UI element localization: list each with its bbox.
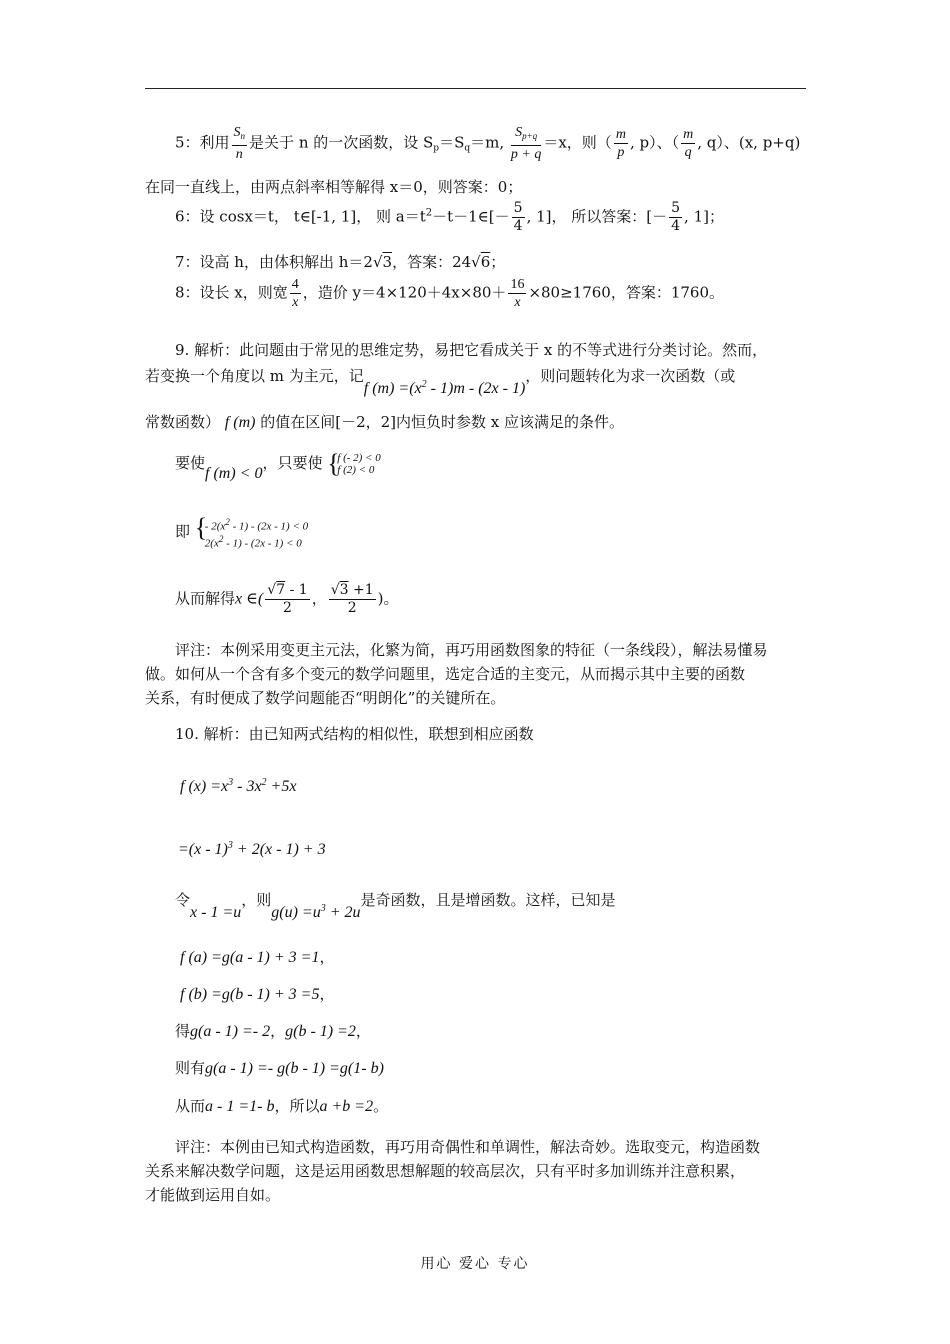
p10-fb: f (b) =g(b - 1) + 3 =5， [180,985,335,1003]
answer-6: 6：设 cosx＝t， t∈[-1, 1]， 则 $a=t^2-t-1\in[-$ $\frac{5}{4}$ , 1]， 所以答案：[－ $\frac{5}{4}$ , 1]； [175,200,724,234]
p10-line1: 10. 解析：由已知两式结构的相似性，联想到相应函数 [175,725,534,743]
p9-solution: 从而解得x ∈( $\frac{√7 - 1}{2}$ ， $\frac{√3 +1}{2}$ )。 [175,582,399,616]
answer-8: 8：设长 x，则宽 $\frac{4}{x}$ ，造价 y＝4×120＋4x×80＋ $\frac{16}{x}$ ×80≥1760，答案：1760。 [175,277,725,310]
p10-odd: 则有g(a - 1) =- g(b - 1) =g(1- b) [175,1059,384,1077]
p9-line2: 若变换一个角度以 m 为主元，记f $(m) =(x^2 - 1)m - (2x - 1)$，则问题转化为求一次函数（或 [145,367,736,397]
p10-g-values: 得g(a - 1) =- 2，g(b - 1) =2， [175,1022,371,1040]
p10-fx: f $(x) =x^3 - 3x^2 +5x$ [180,777,297,795]
comment-9-line3: 关系，有时便成了数学问题能否“明朗化”的关键所在。 [145,689,506,707]
p9-line3: 常数函数） f (m) 的值在区间[－2，2]内恒负时参数 x 应该满足的条件。 [145,413,625,431]
comment-10-line2: 关系来解决数学问题，这是运用函数思想解题的较高层次，只有平时多加训练并注意积累， [145,1162,746,1180]
p9-system: 即 { - $2(x^2 - 1) - (2x - 1) < 0$ $2(x^2 - 1) - (2x - 1) < 0$ [175,513,309,550]
answer-7: 7：设高 h，由体积解出 h＝2√3，答案：24√6； [175,253,506,271]
p10-substitution: 令x - 1 =u，则$g(u) =u^3 + 2u$是奇函数，且是增函数。这样，已知是 [175,891,616,921]
comment-9-line2: 做。如何从一个含有多个变元的数学问题里，选定合适的主变元，从而揭示其中主要的函数 [145,665,746,683]
p10-result: 从而a - 1 =1- b，所以a +b =2。 [175,1097,389,1115]
answer-5-cont: 在同一直线上，由两点斜率相等解得 x＝0，则答案：0； [145,178,523,196]
comment-9-line1: 评注：本例采用变更主元法，化繁为简，再巧用函数图象的特征（一条线段），解法易懂易 [175,641,768,659]
page-footer: 用心 爱心 专心 [420,1256,530,1272]
p9-line1: 9. 解析：此问题由于常见的思维定势，易把它看成关于 x 的不等式进行分类讨论。然而， [175,341,768,359]
p10-fx-rewrite: =(x - 1)$^3$ + 2(x - 1) + 3 [178,840,326,858]
p10-fa: f (a) =g(a - 1) + 3 =1， [180,948,335,966]
comment-10-line1: 评注：本例由已知式构造函数，再巧用奇偶性和单调性，解法奇妙。选取变元，构造函数 [175,1138,761,1156]
p9-condition: 要使f (m) < 0，只要使 { f (- 2) < 0 f (2) < 0 [175,449,381,482]
answer-5: 5：利用 $\frac{S_n}{n}$ 是关于 n 的一次函数，设 $S_p=S_q=m$, $\frac{S_{p+q}}{p + q}$ ＝x，则（ $\frac{m}{p}$ , p）、（ $\frac{m}{q}$ , q）、(x, p+q) [175,125,801,162]
comment-10-line3: 才能做到运用自如。 [145,1186,281,1204]
header-rule [145,88,806,89]
